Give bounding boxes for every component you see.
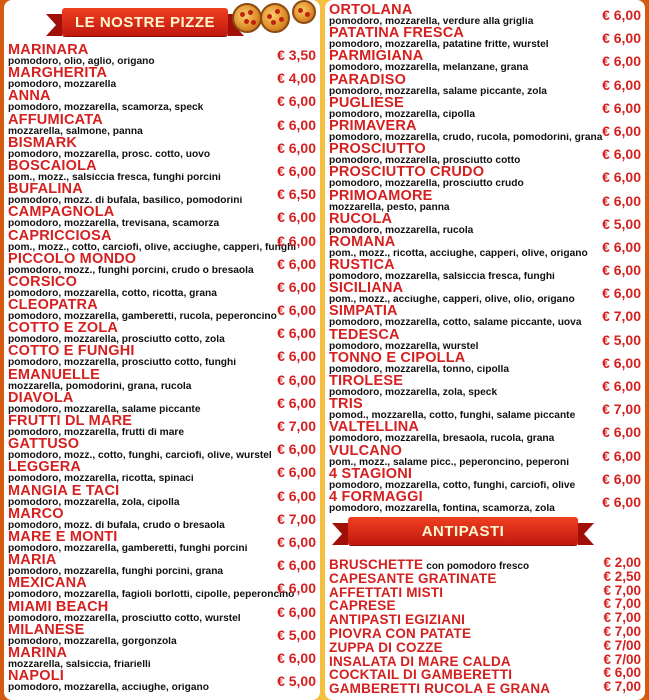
menu-item [325,326,645,352]
pizza-price: € 6,00 [277,278,316,295]
menu-item [4,44,320,67]
pizza-name: TEDESCA [329,326,400,343]
antipasto-price: € 2,00 [603,555,641,570]
pizza-price: € 6,00 [602,99,641,116]
pizza-price: € 7,00 [277,510,316,527]
pizza-price: € 6,50 [277,186,316,203]
pizza-name: CLEOPATRA [8,297,98,314]
menu-item [325,442,645,468]
pizza-ingredients: mozzarella, pomodorini, grana, rucola [8,381,192,392]
pizza-ingredients: pomodoro, mozz., funghi porcini, crudo o bresaola [8,265,254,276]
pizza-name: SIMPATIA [329,303,398,320]
pizza-price: € 6,00 [277,533,316,550]
pizza-ingredients: mozzarella, pesto, panna [329,202,450,213]
antipasto-price: € 2,50 [603,568,641,584]
pizza-ingredients: pomodoro, mozzarella, cotto, funghi, carciofi, olive [329,480,576,491]
menu-item [4,250,320,276]
pizza-ingredients: pomodoro, mozzarella, bresaola, rucola, grana [329,434,555,445]
menu-item [325,375,645,398]
pizza-price: € 6,00 [277,302,316,319]
pizza-price: € 6,00 [602,378,641,394]
pizza-list-right [325,4,645,514]
antipasto-price: € 7/00 [603,637,641,653]
pizza-ingredients: pomodoro, mozzarella, prosciutto crudo [329,179,524,190]
pizza-price: € 3,50 [277,47,316,63]
antipasto-item [325,570,645,584]
antipasti-list [325,555,645,697]
pizza-ingredients: pomodoro, olio, aglio, origano [8,57,155,67]
menu-item [325,143,645,166]
pizza-ingredients: pomodoro, mozz., cotto, funghi, carciofi, olive, wurstel [8,451,272,462]
pizza-name: CAMPAGNOLA [8,204,115,221]
menu-item [4,644,320,670]
menu-item [4,598,320,624]
menu-item [4,273,320,299]
pizza-ingredients: pom., mozz., ricotta, acciughe, capperi, olive, origano [329,248,588,259]
pizza-icon [292,0,316,24]
menu-item [325,187,645,213]
antipasto-item [325,679,645,697]
pizza-price: € 6,00 [277,464,316,481]
menu-item [4,345,320,368]
pizza-price: € 4,00 [277,70,316,87]
menu-item [325,94,645,120]
menu-item [4,134,320,160]
menu-item [325,398,645,421]
antipasto-price: € 7/00 [603,651,641,667]
pizza-price: € 6,00 [602,7,641,23]
pizza-ingredients: pomodoro, mozzarella, fagioli borlotti, cipolle, peperoncino [8,590,295,601]
pizza-name: PARADISO [329,71,407,88]
antipasto-item [325,653,645,667]
pizza-name: CORSICO [8,273,78,290]
menu-item [325,166,645,189]
menu-item [4,621,320,647]
menu-item [4,322,320,345]
pizza-ingredients: pom., mozz., salsiccia fresca, funghi porcini [8,172,221,183]
pizza-price: € 6,00 [602,30,641,47]
pizza-name: ROMANA [329,233,396,250]
pizza-ingredients: pomodoro, mozzarella, acciughe, origano [8,683,209,694]
antipasto-name: COCKTAIL DI GAMBERETTI [329,667,513,683]
pizze-section-title: LE NOSTRE PIZZE [74,13,215,31]
pizza-ingredients: pomodoro, mozzarella, scamorza, speck [8,103,204,114]
menu-item [325,210,645,236]
menu-item [325,4,645,27]
pizza-ingredients: pomodoro, mozzarella, prosciutto cotto [329,156,521,167]
pizza-ingredients: pomodoro, mozzarella, prosciutto cotto, zola [8,335,225,346]
pizza-price: € 6,00 [277,255,316,272]
menu-item [325,259,645,282]
menu-item [325,305,645,328]
antipasto-item [325,610,645,628]
pizza-name: PRIMAVERA [329,117,417,134]
antipasto-item [325,639,645,653]
pizza-ingredients: pomodoro, mozzarella, salame piccante, zola [329,86,547,97]
menu-item [4,438,320,461]
pizza-name: MARCO [8,505,64,522]
menu-item [4,505,320,531]
pizza-name: PROSCIUTTO CRUDO [329,164,485,181]
pizza-price: € 6,00 [602,238,641,255]
menu-item [4,183,320,206]
pizza-name: COTTO E ZOLA [8,320,119,337]
pizza-price: € 6,00 [277,557,316,574]
antipasto-name: CAPRESE [329,598,396,614]
menu-item [325,50,645,73]
pizza-name: PROSCIUTTO [329,141,426,158]
pizza-name: AFFUMICATA [8,111,103,128]
menu-item [4,111,320,137]
antipasto-name: PIOVRA CON PATATE [329,625,472,641]
menu-item [4,461,320,484]
antipasto-name: ANTIPASTI EGIZIANI [329,612,466,628]
pizza-price: € 6,00 [277,93,316,110]
pizza-price: € 6,00 [277,649,316,666]
pizza-icon [260,3,290,33]
pizza-name: 4 STAGIONI [329,465,413,482]
menu-item [4,227,320,253]
antipasto-item [325,596,645,614]
pizza-ingredients: pomodoro, mozzarella, zola, speck [329,388,498,398]
pizza-ingredients: pomodoro, mozzarella, gamberetti, rucola, peperoncino [8,312,277,323]
pizza-name: MARINARA [8,42,89,58]
menu-item [4,577,320,600]
pizza-name: MIAMI BEACH [8,598,109,615]
pizza-name: MARGHERITA [8,65,108,82]
pizza-ingredients: pom., mozz., acciughe, capperi, olive, olio, origano [329,295,575,306]
pizza-ingredients: pom., mozz., salame picc., peperoncino, peperoni [329,457,570,468]
pizza-ingredients: pomodoro, mozzarella, wurstel [329,341,479,352]
pizza-ingredients: pom., mozz., cotto, carciofi, olive, acciughe, capperi, funghi [8,242,297,253]
pizza-ingredients: pomodoro, mozzarella, gamberetti, funghi porcini [8,543,248,554]
pizza-price: € 6,00 [602,447,641,464]
pizza-name: BUFALINA [8,181,83,198]
pizza-ingredients: pomodoro, mozzarella, rucola [329,225,474,236]
pizza-name: BOSCAIOLA [8,157,97,174]
menu-item [4,670,320,693]
menu-item [325,421,645,444]
menu-item [4,528,320,554]
pizza-ingredients: pomodoro, mozzarella, frutti di mare [8,428,185,438]
pizza-ingredients: pomodoro, mozzarella, ricotta, spinaci [8,474,194,485]
antipasto-name: GAMBERETTI RUCOLA E GRANA [329,681,551,697]
menu-item [4,206,320,229]
pizza-name: GATTUSO [8,436,80,453]
pizza-ingredients: pomodoro, mozz. di bufala, crudo o bresaola [8,520,225,531]
antipasto-price: € 7,00 [603,679,641,695]
pizza-name: NAPOLI [8,668,64,685]
pizza-price: € 6,00 [277,116,316,133]
pizza-ingredients: pomodoro, mozzarella, salame piccante [8,404,201,415]
menu-item [325,27,645,50]
pizza-ingredients: pomodoro, mozzarella, cipolla [329,109,476,120]
pizza-ingredients: pomodoro, mozzarella, fontina, scamorza, zola [329,503,555,514]
pizza-price: € 6,00 [602,192,641,209]
pizza-name: VALTELLINA [329,419,420,436]
pizza-price: € 6,00 [602,354,641,371]
menu-item [325,465,645,491]
pizza-price: € 6,00 [277,348,316,365]
antipasto-note: con pomodoro fresco [426,561,530,572]
pizza-price: € 6,00 [277,162,316,179]
pizza-ingredients: pomod., mozzarella, cotto, funghi, salame piccante [329,411,576,422]
pizza-name: MEXICANA [8,575,87,592]
pizza-price: € 6,00 [277,487,316,504]
antipasto-name: BRUSCHETTE [329,557,424,572]
antipasto-item [325,556,645,570]
pizza-ingredients: pomodoro, mozzarella, patatine fritte, wurstel [329,40,549,51]
pizza-price: € 6,00 [277,603,316,620]
pizza-name: PUGLIESE [329,94,404,111]
pizza-name: PRIMOAMORE [329,187,433,204]
pizza-price: € 6,00 [277,441,316,458]
pizza-name: BISMARK [8,134,78,151]
pizza-ingredients: pomodoro, mozzarella, prosciutto cotto, funghi [8,358,237,369]
pizza-price: € 5,00 [277,626,316,643]
menu-item [4,67,320,90]
pizze-section-banner [62,8,228,36]
pizza-price: € 6,00 [602,470,641,487]
pizza-name: EMANUELLE [8,366,101,383]
antipasto-name: ZUPPA DI COZZE [329,639,443,655]
pizza-price: € 7,00 [277,418,316,434]
menu-item [4,157,320,183]
pizza-price: € 6,00 [602,169,641,186]
pizza-name: PARMIGIANA [329,48,424,65]
pizza-ingredients: pomodoro, mozzarella, trevisana, scamorza [8,219,220,230]
pizza-ingredients: pomodoro, mozzarella, funghi porcini, grana [8,567,224,578]
antipasti-section-title: ANTIPASTI [421,522,505,540]
menu-item [325,349,645,375]
pizza-name: MANGIA E TACI [8,482,120,499]
antipasto-item [325,584,645,598]
pizza-price: € 7,00 [602,308,641,325]
antipasto-price: € 6,00 [603,665,641,681]
pizza-ingredients: pomodoro, mozzarella, zola, cipolla [8,497,180,508]
pizza-price: € 6,00 [602,424,641,441]
antipasto-name: AFFETTATI MISTI [329,584,444,600]
pizza-price: € 6,00 [277,232,316,249]
menu-item [325,71,645,97]
pizza-price: € 6,00 [277,209,316,226]
antipasto-name: CAPESANTE GRATINATE [329,570,497,586]
pizza-price: € 6,00 [277,580,316,597]
pizza-price: € 5,00 [602,215,641,232]
pizza-name: COTTO E FUNGHI [8,343,135,360]
pizza-name: PICCOLO MONDO [8,250,137,267]
menu-item [325,282,645,305]
menu-item [4,415,320,438]
pizza-ingredients: pomodoro, mozzarella, prosciutto cotto, wurstel [8,613,241,624]
menu-item [4,299,320,322]
antipasto-item [325,625,645,639]
pizza-price: € 6,00 [277,325,316,342]
menu-item [4,389,320,415]
antipasto-price: € 7,00 [603,582,641,598]
pizza-ingredients: mozzarella, salsiccia, friarielli [8,659,151,670]
pizza-price: € 5,00 [602,331,641,348]
pizza-name: 4 FORMAGGI [329,488,423,505]
pizza-name: LEGGERA [8,459,82,476]
pizza-icon [232,3,262,33]
menu-item [4,90,320,113]
pizza-ingredients: pomodoro, mozzarella, salsiccia fresca, funghi [329,272,555,283]
pizza-ingredients: pomodoro, mozzarella, tonno, cipolla [329,364,509,375]
pizza-price: € 6,00 [602,122,641,139]
menu-item [4,482,320,508]
pizza-name: MARIA [8,552,57,569]
pizza-ingredients: pomodoro, mozzarella, gorgonzola [8,636,177,647]
pizza-ingredients: pomodoro, mozzarella, melanzane, grana [329,63,529,74]
pizza-price: € 6,00 [602,493,641,510]
pizza-price: € 6,00 [602,53,641,70]
menu-item [325,488,645,514]
menu-item [4,554,320,577]
pizza-name: ORTOLANA [329,2,413,18]
pizza-list-left [4,44,320,693]
pizza-name: RUCOLA [329,210,393,227]
pizza-ingredients: pomodoro, mozzarella, cotto, ricotta, grana [8,288,217,299]
pizza-name: ANNA [8,88,51,105]
pizza-ingredients: pomodoro, mozzarella, crudo, rucola, pomodorini, grana [329,132,603,143]
pizza-price: € 6,00 [602,262,641,279]
menu-item [4,366,320,392]
pizza-name: RUSTICA [329,257,395,274]
menu-item [325,117,645,143]
antipasto-price: € 7,00 [603,623,641,639]
pizza-name: TRIS [329,396,363,413]
pizza-ingredients: pomodoro, mozz. di bufala, basilico, pomodorini [8,196,243,207]
pizza-price: € 5,00 [277,673,316,690]
pizza-name: TONNO E CIPOLLA [329,349,466,366]
pizza-price: € 7,00 [602,401,641,418]
antipasti-section-banner [348,517,578,545]
pizza-price: € 6,00 [602,76,641,93]
pizza-name: SICILIANA [329,280,404,297]
pizza-name: FRUTTI DL MARE [8,413,133,429]
pizza-name: TIROLESE [329,373,404,389]
pizza-name: VULCANO [329,442,403,459]
pizza-price: € 6,00 [602,146,641,163]
pizza-ingredients: pomodoro, mozzarella [8,80,117,91]
antipasto-price: € 7,00 [603,596,641,612]
antipasto-price: € 7,00 [603,610,641,626]
pizza-name: DIAVOLA [8,389,74,406]
pizza-ingredients: pomodoro, mozzarella, cotto, salame piccante, uova [329,318,582,329]
pizza-ingredients: mozzarella, salmone, panna [8,126,143,137]
pizza-name: MILANESE [8,621,85,638]
pizza-ingredients: pomodoro, mozzarella, prosc. cotto, uovo [8,149,211,160]
pizza-name: CAPRICCIOSA [8,227,112,244]
menu-item [325,233,645,259]
antipasto-item [325,665,645,683]
pizza-price: € 6,00 [277,371,316,388]
antipasto-name: INSALATA DI MARE CALDA [329,653,511,669]
pizza-price: € 6,00 [277,394,316,411]
pizza-name: PATATINA FRESCA [329,25,465,42]
pizza-price: € 6,00 [602,285,641,302]
pizza-ingredients: pomodoro, mozzarella, verdure alla griglia [329,17,534,27]
pizza-price: € 6,00 [277,139,316,156]
pizza-name: MARINA [8,644,68,661]
pizza-name: MARE E MONTI [8,528,118,545]
